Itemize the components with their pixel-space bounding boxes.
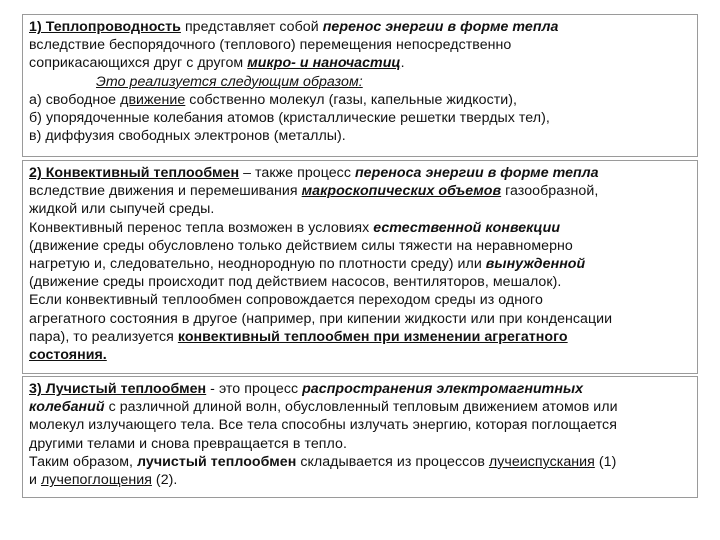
text-fragment: и xyxy=(29,472,41,489)
section-radiation xyxy=(22,376,698,498)
convection-line-5: (движение среды обусловлено только действием силы тяжести на неравномерно xyxy=(29,237,573,254)
convection-line-9: агрегатного состояния в другое (например, при кипении жидкости или при конденсации xyxy=(29,310,613,327)
radiation-line-3: молекул излучающего тела. Все тела способны излучать энергию, которая поглощается xyxy=(29,417,617,434)
emphasis-macro-volumes: макроскопических объемов xyxy=(301,183,502,200)
underlined-motion: движение xyxy=(120,91,186,108)
text-fragment: нагретую и, следовательно, неоднородную по плотности среду) или xyxy=(29,256,486,273)
emphasis-micro-nano: микро- и наночастиц xyxy=(247,55,401,72)
text-fragment: – также процесс xyxy=(239,165,355,181)
underlined-emission: лучеиспускания xyxy=(488,453,595,470)
emphasis-phase-change-end: состояния. xyxy=(29,347,107,364)
text-fragment: собственно молекул (газы, капельные жидкости), xyxy=(185,91,518,108)
text-fragment: вследствие движения и перемешивания xyxy=(29,183,302,200)
text-fragment: а) свободное xyxy=(29,91,121,108)
section-conduction xyxy=(22,14,698,157)
convection-line-2 xyxy=(29,182,691,200)
convection-heading: 2) Конвективный теплообмен xyxy=(29,165,240,181)
conduction-item-c: в) диффузия свободных электронов (металлы). xyxy=(29,128,346,145)
convection-line-6 xyxy=(29,255,691,273)
conduction-heading: 1) Теплопроводность xyxy=(29,19,181,35)
emphasis-em-propagation: распространения электромагнитных xyxy=(302,381,584,397)
text-fragment: - это процесс xyxy=(206,381,303,397)
text-fragment: с различной длиной волн, обусловленный тепловым движением атомов или xyxy=(104,399,618,416)
emphasis-forced: вынужденной xyxy=(485,256,586,273)
radiation-line-6 xyxy=(29,471,691,489)
convection-line-11 xyxy=(29,346,691,364)
convection-line-7: (движение среды происходит под действием насосов, вентиляторов, мешалок). xyxy=(29,274,562,291)
text-fragment: . xyxy=(400,55,405,72)
convection-line-8: Если конвективный теплообмен сопровождается переходом среды из одного xyxy=(29,292,543,309)
radiation-line-4: другими телами и снова превращается в тепло. xyxy=(29,435,347,452)
radiation-line-5 xyxy=(29,453,691,471)
conduction-realization-note xyxy=(29,73,691,91)
conduction-line-2: вследствие беспорядочного (теплового) перемещения непосредственно xyxy=(29,37,512,54)
text-fragment: (1) xyxy=(594,453,617,470)
emphasis-energy-transfer: переноса энергии в форме тепла xyxy=(354,165,599,181)
realization-text: Это реализуется следующим образом: xyxy=(96,73,363,90)
text-fragment: Таким образом, xyxy=(29,453,138,470)
convection-line-4 xyxy=(29,219,691,237)
radiation-line-1 xyxy=(29,380,691,398)
text-fragment: соприкасающихся друг с другом xyxy=(29,55,248,72)
text-fragment: пара), то реализуется xyxy=(29,328,178,345)
text-fragment: газообразной, xyxy=(501,183,599,200)
convection-line-1 xyxy=(29,164,691,182)
radiation-heading: 3) Лучистый теплообмен xyxy=(29,381,207,397)
underlined-absorption: лучепоглощения xyxy=(40,472,152,489)
convection-line-3: жидкой или сыпучей среды. xyxy=(29,201,215,218)
conduction-item-a xyxy=(29,91,691,109)
conduction-line-3 xyxy=(29,54,691,72)
conduction-line-1 xyxy=(29,18,691,36)
conduction-item-b: б) упорядоченные колебания атомов (кристаллические решетки твердых тел), xyxy=(29,110,550,127)
emphasis-natural-convection: естественной конвекции xyxy=(373,219,561,236)
text-fragment: (2). xyxy=(151,472,178,489)
section-convection xyxy=(22,160,698,374)
text-fragment: Конвективный перенос тепла возможен в условиях xyxy=(29,219,374,236)
emphasis-oscillations: колебаний xyxy=(29,399,105,416)
emphasis-radiant-exchange: лучистый теплообмен xyxy=(137,453,297,470)
text-fragment: представляет собой xyxy=(180,19,323,35)
emphasis-energy-transfer: перенос энергии в форме тепла xyxy=(322,19,559,35)
emphasis-phase-change: конвективный теплообмен при изменении агрегатного xyxy=(177,328,568,345)
text-fragment: складывается из процессов xyxy=(296,453,489,470)
radiation-line-2 xyxy=(29,398,691,416)
convection-line-10 xyxy=(29,328,691,346)
